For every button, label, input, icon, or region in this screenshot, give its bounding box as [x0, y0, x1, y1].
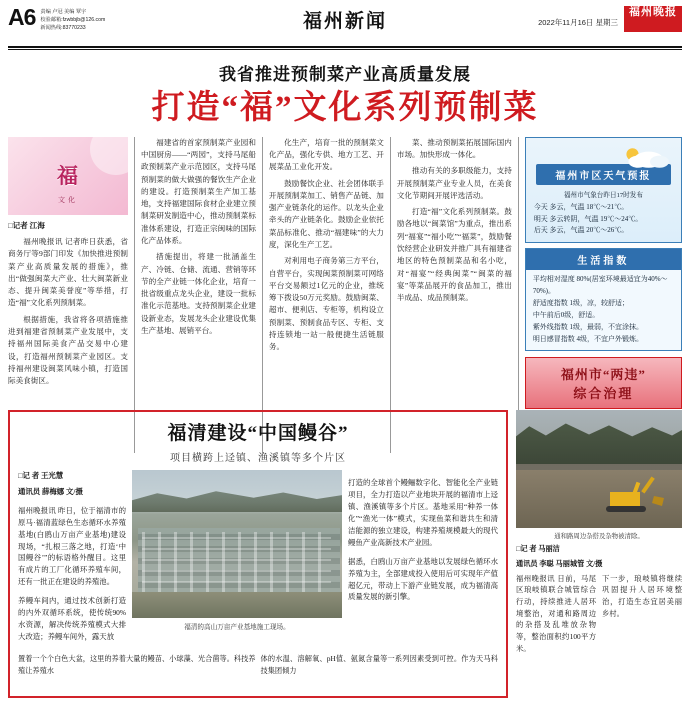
feature-bottom-columns — [18, 654, 498, 677]
c3-p3: 对利用电子商务第三方平台，自营平台，实现闽菜预制菜可网络平台交易额过1亿元的企业，推统筹下拨设50万元奖励。鼓励闽菜、超市、便利店、专柜等，机构设立预制菜、预制食品专区、专柜、支持连锁地一站一般便捷生活链服务。 — [268, 256, 384, 352]
masthead — [0, 0, 690, 46]
life-index-card — [525, 248, 682, 350]
weather-tomorrow: 明天 多云转阴，气温 19℃～24℃。 — [533, 214, 643, 223]
feature-right-p2: 据悉，白鸥山万亩产业基地以发展绿色循环水养殖为主，全部建成投入使用后可实现年产值超亿元，带动上下游产业链发展，成为福清高质量发展的新引擎。 — [348, 556, 498, 602]
bottom-right-byline-2: 通讯员 李聪 马丽城管 文/摄 — [516, 559, 603, 568]
c1-p1: 福州晚报讯 记者昨日获悉，省商务厅等9部门印发《加快推进预制菜产业高质量发展的措施》，推出“做强闽菜大产业、壮大闽菜新业态、提升闽菜美誉度”等举措，打造“福”文化系列预制菜。 — [8, 236, 128, 308]
promo-line-2: 综合治理 — [573, 385, 634, 401]
lead-headline: 打造“福”文化系列预制菜 — [151, 90, 539, 126]
weather-today: 今天 多云，气温 18℃～21℃。 — [533, 202, 629, 211]
weather-issue: 福州市气象台昨日17时发布 — [563, 191, 643, 199]
c4-p1: 菜、推动预制菜拓展国际国内市场。加快形成一体化。 — [396, 137, 512, 159]
bottom-right-p2: 下一步，琅岐镇将继续巩固提升人居环境整治，打造生态宜居美丽乡村。 — [602, 573, 682, 618]
article-columns — [0, 133, 690, 453]
column-divider-3 — [390, 137, 391, 453]
bottom-right-photo — [516, 410, 682, 528]
column-divider-4 — [518, 137, 519, 453]
c3-p2: 鼓励餐饮企业、社会团体联手开展预制菜加工、销售产品链、加强产业链条化的运作。以龙头企业牵头的产业链条化。鼓励企业依托菜品标准化、推动“福建味”的大力度，深化生产工艺。 — [268, 178, 384, 249]
index-humidity: 平均相对湿度 80%(居室环境最适宜为40%～70%)。 — [532, 275, 668, 296]
credit-line-1: 责编 卢冠 美编 覃宇 — [40, 9, 87, 15]
bottom-right-article — [516, 410, 682, 654]
promo-banner — [525, 357, 682, 409]
feature-byline-2: 通讯员 薛梅娜 文/摄 — [18, 486, 83, 496]
c4-p3: 打造“福”文化系列预制菜。鼓励各地以“闽菜馆”为重点，推出系列“福宴”“福小吃”“福菜”，鼓励餐饮经营企业研发并推广具有福建省地区的特色预制菜品和名小吃，对“福宴”“经典闽菜”“闽菜的福宴”等菜品展开的食品加工，推出半成品、成品预制菜。 — [396, 207, 512, 303]
life-index-body — [526, 270, 681, 349]
feature-bottom-col-2: 体的水温、溶解氧、pH值、氨氮含量等一系列因素受到可控。作为天马科技集团倾力 — [260, 655, 498, 675]
column-2 — [141, 137, 256, 453]
feature-byline-1: □记 者 王光慧 — [18, 471, 64, 480]
credit-line-3: 新闻热线:83770233 — [40, 25, 86, 32]
weather-card — [525, 137, 682, 244]
life-index-title: 生活指数 — [526, 249, 681, 270]
weather-title: 福州市区天气预报 — [536, 164, 671, 185]
column-divider-1 — [134, 137, 135, 453]
column-4 — [397, 137, 512, 453]
feature-left-p2: 养鳗车间内，通过技术创新打造的内外双循环系统，使传统90%水资源，解决传统养殖模式大排大改造；养鳗车间外，露天放 — [18, 596, 126, 641]
column-divider-2 — [262, 137, 263, 453]
c2-p1: 福建省的首家预制菜产业园和中国厨房——“两园”，支持马尾船政预制菜产业示范园区，支持马尾预制菜的做大做强的餐饮生产企业的建设。打造预制菜生产加工基地，支持福建国际食材企业建立预制菜研发制造中心，推动预制菜标准体系建设，打造正宗闽味的国际化产品体系。 — [140, 137, 256, 245]
promo-line-1: 福州市“两违” — [560, 366, 646, 382]
c4-p2: 推动有关的多职级能力，支持开展预制菜产业专业人员，在美食文化节期间开展评选活动。 — [396, 166, 512, 200]
lead-byline: □记者 江海 — [8, 220, 45, 230]
bottom-right-photo-caption: 通和路周边杂搭及杂物被清除。 — [554, 533, 644, 540]
feature-right-p1: 打造的全球首个鳗鲡数字化、智能化全产业链项目，全力打造以产业地块开展的福清市上迳镇、渔溪镇等多个片区。基地采用“种养一体化”“渔光一体”模式，实现鱼菜和谐共生和清洁能源的独立建设，构建养殖规模最大的现代鳗鱼产业高新技术产业园。 — [348, 478, 498, 547]
lead-headline-block — [0, 50, 690, 133]
masthead-rule — [8, 46, 682, 48]
photo-hills — [132, 486, 342, 512]
c3-p1: 化生产，培育一批的预制菜文化产品，强化专供、地方工艺、开展菜品工业化开发。 — [268, 137, 384, 172]
photo-foreground — [132, 592, 342, 618]
index-uv: 紫外线指数 1级，最弱，不宜涂抹。 — [532, 322, 644, 331]
culture-graphic-big-text: 福 — [57, 163, 79, 188]
index-cold: 明日感冒指数 4级，不宜户外锻炼。 — [532, 334, 644, 343]
masthead-right — [538, 6, 682, 32]
photo-ponds — [142, 532, 331, 594]
feature-title: 福清建设“中国鳗谷” — [167, 423, 349, 444]
feature-bottom-col-1: 置着一个个白色大盆，这里的养着大量的鳗苗、小球藻、光合菌等。科技养殖让养殖水 — [18, 655, 256, 675]
feature-photo-caption: 福清的高山万亩产业基地施工现场。 — [184, 624, 290, 631]
issue-date: 2022年11月16日 星期三 — [538, 18, 618, 27]
newspaper-logo: 福州晚报 — [624, 6, 682, 32]
feature-left-column — [18, 470, 126, 650]
culture-graphic-small-text: 文化 — [58, 196, 78, 205]
bottom-right-text — [516, 573, 682, 655]
excavator-icon — [604, 472, 666, 514]
feature-body — [18, 470, 498, 650]
credit-line-2: 校验邮箱:fzwbbjb@126.com — [40, 17, 106, 24]
bottom-right-p1: 福州晚报讯 日前，马尾区琅岐镇联合城管综合行动，持续推进人居环境整治，对通和路周边的杂搭及乱堆放杂物等，整治面积约100平方米。 — [516, 573, 596, 653]
feature-article — [8, 410, 508, 698]
weather-day-after: 后天 多云，气温 20℃～26℃。 — [533, 226, 629, 235]
section-title: 福州新闻 — [302, 11, 387, 32]
index-comfort-noon: 中午前后0级，舒适。 — [532, 310, 600, 319]
feature-photo-block — [132, 470, 342, 650]
weather-lines — [526, 202, 681, 238]
culture-graphic — [8, 137, 128, 215]
right-rail — [525, 137, 682, 453]
feature-right-column — [348, 470, 498, 650]
feature-photo — [132, 470, 342, 618]
feature-left-p1: 福州晚报讯 昨日，位于福清市的原马·福清蓝绿色生态循环水养殖基地(白鸥山万亩产业基地)建设现场，“扎根三落之地，打造‘中国鳗谷’”的标语格外醒目。这里有成片的工厂化循环养殖车间，还有一批正在建设的养殖池。 — [18, 506, 126, 587]
column-1 — [8, 137, 128, 453]
page-number: A6 — [8, 4, 36, 30]
cloud-sun-icon — [619, 144, 673, 170]
column-3 — [269, 137, 384, 453]
index-comfort: 舒适度指数 1级，凉，较舒适； — [532, 299, 630, 308]
c2-p2: 措施提出，将建一批涵盖生产、冷链、仓储、流通、营销等环节的全产业链一体化企业，培育一批省级重点龙头企业，建设一批标准化示范基地。支持预制菜企业建设新业态，发展龙头企业建设优集生产基地、展销平台。 — [140, 252, 256, 336]
lead-subheadline: 我省推进预制菜产业高质量发展 — [219, 65, 471, 84]
c1-p2: 根据措施，我省将各项措施推进到福建省预制菜产业发展中，支持福州国际美食产品交易中心建设，打造福州预制菜产业园区。支持福州建设闽菜风味小镇，打造国际美食街区。 — [8, 314, 128, 386]
feature-subtitle: 项目横跨上迳镇、渔溪镇等多个片区 — [170, 453, 346, 464]
bottom-right-byline-1: □记 者 马丽洁 — [516, 545, 560, 553]
